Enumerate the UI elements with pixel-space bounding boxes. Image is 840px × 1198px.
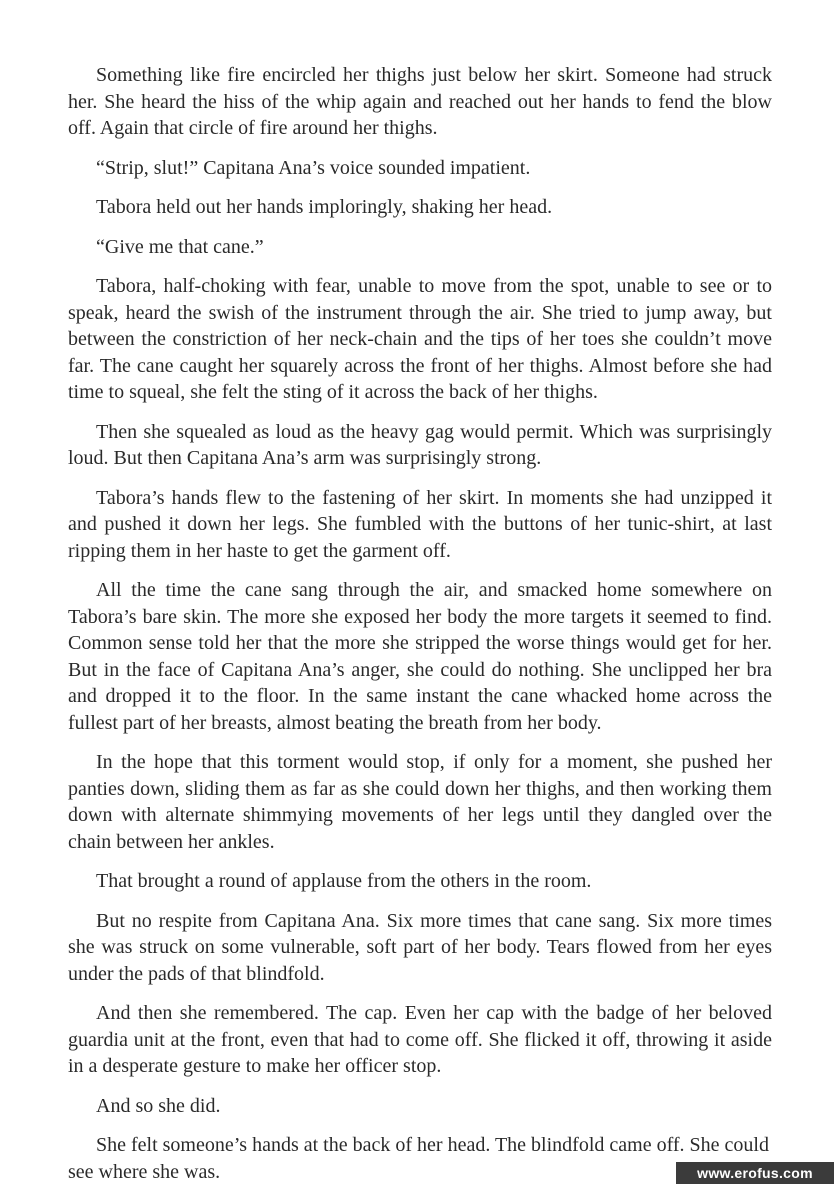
paragraph: “Give me that cane.” (96, 235, 264, 258)
paragraph: That brought a round of applause from the others in the room. (96, 870, 592, 892)
paragraph: And so she did. (96, 1094, 221, 1117)
paragraph: Tabora held out her hands imploringly, shaking her head. (96, 196, 553, 218)
paragraph: Tabora’s hands flew to the fastening of her skirt. In moments she had unzipped it and pushed it down her legs. She fumbled with the buttons of her tunic-shirt, at last ripping them in her haste to get the garment off. (68, 486, 772, 562)
watermark: www.erofus.com (676, 1162, 834, 1184)
paragraph: In the hope that this torment would stop, if only for a moment, she pushed her panties down, sliding them as far as she could down her thighs, and then working them down with alternate shimmying movements of her legs until they dangled over the chain between her ankles. (68, 751, 772, 853)
page-body (68, 62, 772, 1198)
paragraph: All the time the cane sang through the air, and smacked home somewhere on Tabora’s bare skin. The more she exposed her body the more targets it seemed to find. Common sense told her that the more she stripped the worse things would get for her. But in the face of Capitana Ana’s anger, she could do nothing. She unclipped her bra and dropped it to the floor. In the same instant the cane whacked home across the fullest part of her breasts, almost beating the breath from her body. (68, 579, 772, 734)
paragraph: But no respite from Capitana Ana. Six more times that cane sang. Six more times she was struck on some vulnerable, soft part of her body. Tears flowed from her eyes under the pads of that blindfold. (68, 909, 772, 985)
paragraph: Then she squealed as loud as the heavy gag would permit. Which was surprisingly loud. But then Capitana Ana’s arm was surprisingly strong. (68, 420, 772, 469)
paragraph: “Strip, slut!” Capitana Ana’s voice sounded impatient. (96, 156, 531, 179)
paragraph: She felt someone’s hands at the back of her head. The blindfold came off. She could see where she was. (68, 1134, 769, 1183)
paragraph: And then she remembered. The cap. Even her cap with the badge of her beloved guardia unit at the front, even that had to come off. She flicked it off, throwing it aside in a desperate gesture to make her officer stop. (68, 1002, 772, 1077)
paragraph: Tabora, half-choking with fear, unable to move from the spot, unable to see or to speak, heard the swish of the instrument through the air. She tried to jump away, but between the constriction of her neck-chain and the tips of her toes she couldn’t move far. The cane caught her squarely across the front of her thighs. Almost before she had time to squeal, she felt the sting of it across the back of her thighs. (68, 275, 772, 403)
paragraph: Something like fire encircled her thighs just below her skirt. Someone had struck her. She heard the hiss of the whip again and reached out her hands to fend the blow off. Again that circle of fire around her thighs. (68, 64, 772, 139)
